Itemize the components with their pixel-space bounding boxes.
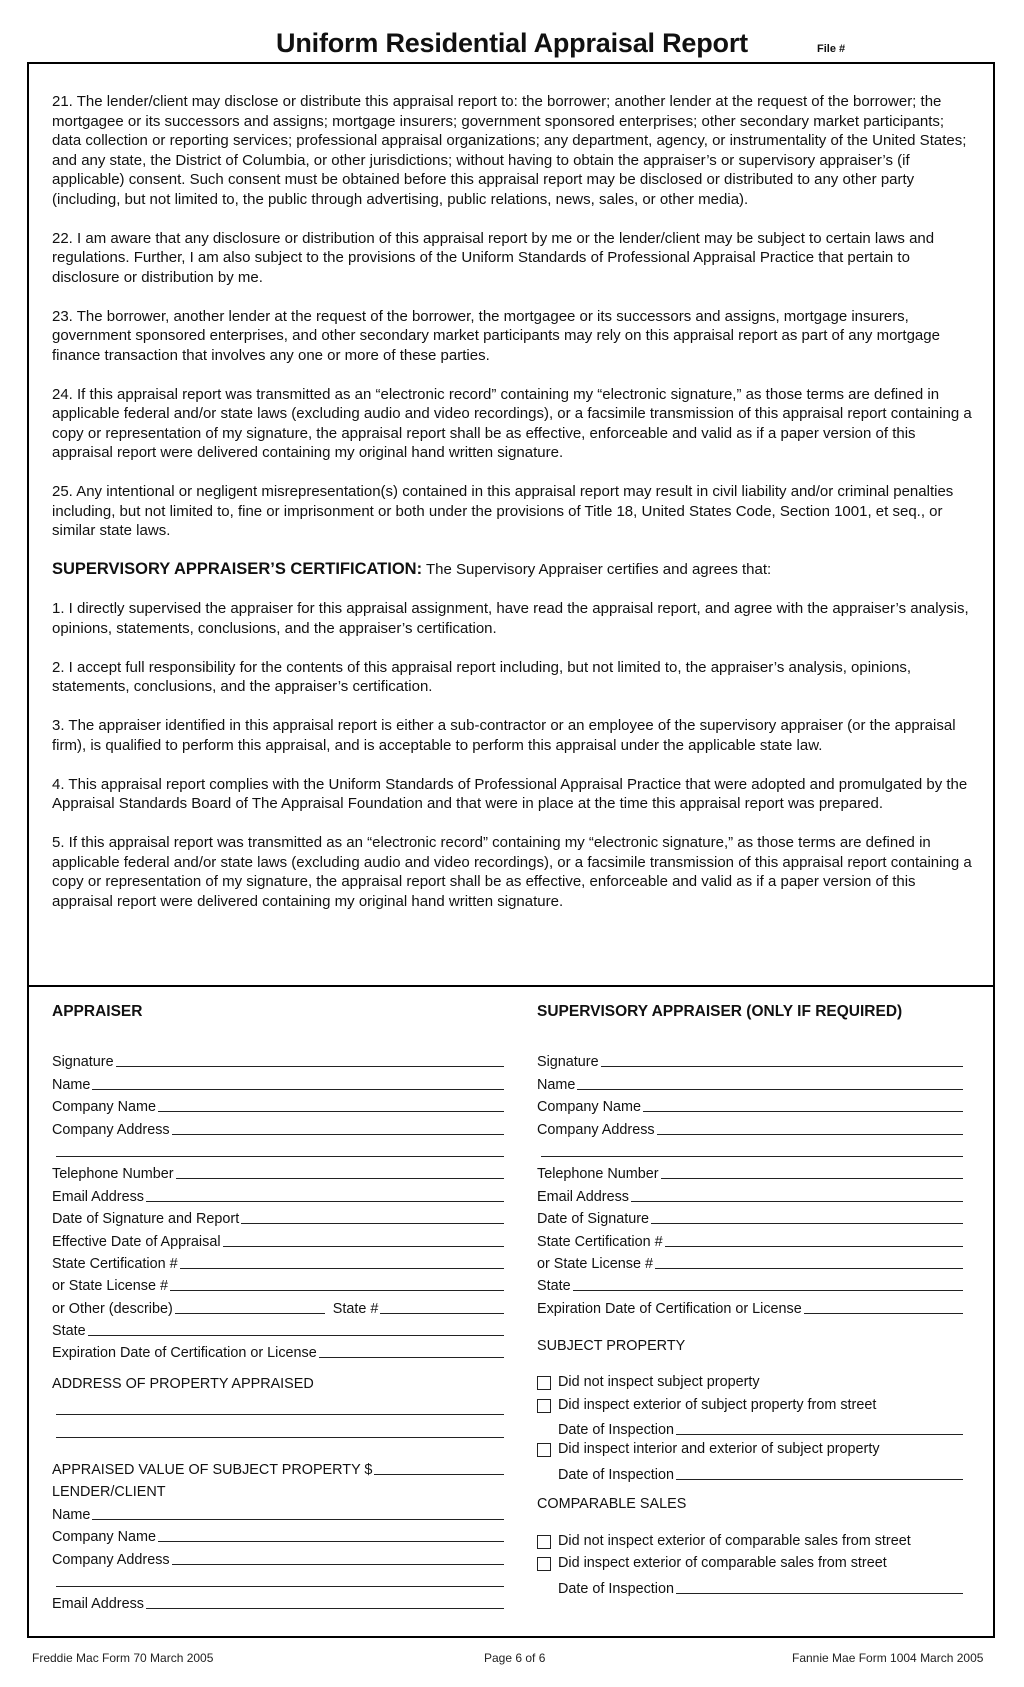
supervisor-address-field[interactable] bbox=[657, 1120, 963, 1135]
supervisor-address-row: Company Address bbox=[537, 1115, 963, 1137]
supervisor-signature-field[interactable] bbox=[601, 1052, 963, 1067]
supervisor-address-line2 bbox=[537, 1138, 963, 1160]
appraiser-state-field[interactable] bbox=[88, 1321, 504, 1336]
supervisory-cert-title: SUPERVISORY APPRAISER’S CERTIFICATION: bbox=[52, 560, 423, 578]
appraiser-email-row: Email Address bbox=[52, 1182, 504, 1204]
appraised-value-row: APPRAISED VALUE OF SUBJECT PROPERTY $ bbox=[52, 1456, 504, 1478]
appraiser-signature-field[interactable] bbox=[116, 1052, 504, 1067]
property-address-line1 bbox=[52, 1396, 504, 1418]
appraiser-name-row: Name bbox=[52, 1070, 504, 1092]
property-address-field-1[interactable] bbox=[56, 1400, 504, 1415]
lender-name-field[interactable] bbox=[92, 1505, 504, 1520]
lender-email-field[interactable] bbox=[146, 1594, 504, 1609]
appraiser-state-row: State bbox=[52, 1317, 504, 1339]
appraiser-expiration-row: Expiration Date of Certification or License bbox=[52, 1339, 504, 1361]
supervisor-heading: SUPERVISORY APPRAISER (ONLY IF REQUIRED) bbox=[537, 1003, 903, 1020]
appraiser-date-field[interactable] bbox=[241, 1209, 504, 1224]
appraised-value-field[interactable] bbox=[374, 1460, 504, 1475]
lender-email-row: Email Address bbox=[52, 1590, 504, 1612]
comparable-sales-heading: COMPARABLE SALES bbox=[537, 1496, 687, 1513]
appraiser-effective-date-field[interactable] bbox=[223, 1232, 504, 1247]
appraiser-state-number-field[interactable] bbox=[380, 1299, 504, 1314]
lender-address-line2 bbox=[52, 1568, 504, 1590]
appraiser-heading: APPRAISER bbox=[52, 1003, 143, 1020]
comparable-option-2: Did inspect exterior of comparable sales from street bbox=[537, 1552, 963, 1574]
paragraph-23: 23. The borrower, another lender at the request of the borrower, the mortgagee or its successors and assigns, mortgage insurers, government sponsored enterprises, and other secondary market participants may rely on this appraisal report as part of any mortgage finance transaction that involves any one or more of these parties. bbox=[52, 307, 940, 364]
supervisor-email-field[interactable] bbox=[631, 1187, 963, 1202]
subject-inspection-date-field-2[interactable] bbox=[676, 1465, 963, 1480]
appraiser-state-license-field[interactable] bbox=[170, 1276, 504, 1291]
supervisor-signature-row: Signature bbox=[537, 1048, 963, 1070]
supervisor-company-field[interactable] bbox=[643, 1097, 963, 1112]
supervisory-item-5: 5. If this appraisal report was transmitted as an “electronic record” containing my “electronic signature,” as those terms are defined in applicable federal and/or state laws (excluding audio and video recordings), or a facsimile transmission of this appraisal report containing a copy or representation of my signature, the appraisal report shall be as effective, enforceable and valid as if a paper version of this appraisal report were delivered containing my original hand written signature. bbox=[52, 834, 972, 910]
file-number-label: File # bbox=[817, 43, 846, 55]
supervisor-date-field[interactable] bbox=[651, 1209, 963, 1224]
supervisor-name-row: Name bbox=[537, 1070, 963, 1092]
checkbox-not-inspect-comparables[interactable] bbox=[537, 1535, 551, 1549]
lender-company-row: Company Name bbox=[52, 1523, 504, 1545]
lender-name-row: Name bbox=[52, 1500, 504, 1522]
footer-freddie-mac: Freddie Mac Form 70 March 2005 bbox=[32, 1651, 214, 1665]
paragraph-24: 24. If this appraisal report was transmitted as an “electronic record” containing my “electronic signature,” as those terms are defined in applicable federal and/or state laws (excluding audio and video recordings), or a facsimile transmission of this appraisal report containing a copy or representation of my signature, the appraisal report shall be as effective, enforceable and valid as if a paper version of this appraisal report were delivered containing my original hand written signature. bbox=[52, 385, 972, 461]
supervisory-item-2: 2. I accept full responsibility for the contents of this appraisal report including, but not limited to, the appraiser’s analysis, opinions, statements, conclusions, and the appraiser’s certification. bbox=[52, 658, 912, 695]
appraiser-other-row: or Other (describe) State # bbox=[52, 1294, 504, 1316]
comparable-inspection-date-row: Date of Inspection bbox=[537, 1574, 963, 1596]
supervisory-certification-heading bbox=[52, 560, 972, 580]
appraiser-address-line2 bbox=[52, 1138, 504, 1160]
paragraph-25: 25. Any intentional or negligent misrepresentation(s) contained in this appraisal report may result in civil liability and/or criminal penalties including, but not limited to, fine or imprisonment or both under the provisions of Title 18, United States Code, Section 1001, et seq., or similar state laws. bbox=[52, 483, 954, 539]
appraiser-other-field[interactable] bbox=[175, 1299, 325, 1314]
supervisor-state-license-row: or State License # bbox=[537, 1250, 963, 1272]
supervisor-name-field[interactable] bbox=[577, 1075, 963, 1090]
appraiser-email-field[interactable] bbox=[146, 1187, 504, 1202]
appraiser-company-row: Company Name bbox=[52, 1093, 504, 1115]
paragraph-21: 21. The lender/client may disclose or distribute this appraisal report to: the borrower; another lender at the request of the borrower; the mortgagee or its successors and assigns; mortgage insurers; government sponsored enterprises; other secondary market participants; data collection or reporting services; professional appraisal organizations; any department, agency, or instrumentality of the United States; and any state, the District of Columbia, or other jurisdictions; without having to obtain the appraiser’s or supervisory appraiser’s (if applicable) consent. Such consent must be obtained before this appraisal report may be disclosed or distributed to any other party (including, but not limited to, the public through advertising, public relations, news, sales, or other media). bbox=[52, 93, 967, 208]
supervisor-company-row: Company Name bbox=[537, 1093, 963, 1115]
property-address-line2 bbox=[52, 1418, 504, 1440]
appraiser-effective-date-row: Effective Date of Appraisal bbox=[52, 1227, 504, 1249]
supervisor-address-field-2[interactable] bbox=[541, 1142, 963, 1157]
appraiser-state-cert-row: State Certification # bbox=[52, 1250, 504, 1272]
supervisor-email-row: Email Address bbox=[537, 1182, 963, 1204]
supervisor-telephone-field[interactable] bbox=[661, 1164, 963, 1179]
appraiser-state-cert-field[interactable] bbox=[180, 1254, 504, 1269]
appraiser-date-row: Date of Signature and Report bbox=[52, 1205, 504, 1227]
supervisor-section bbox=[537, 1003, 963, 1597]
form-title: Uniform Residential Appraisal Report bbox=[276, 28, 748, 58]
subject-inspection-date-field-1[interactable] bbox=[676, 1420, 963, 1435]
lender-address-field-2[interactable] bbox=[56, 1572, 504, 1587]
checkbox-not-inspect-subject[interactable] bbox=[537, 1376, 551, 1390]
subject-inspection-date-row-1: Date of Inspection bbox=[537, 1416, 963, 1438]
supervisor-state-row: State bbox=[537, 1272, 963, 1294]
section-divider bbox=[27, 985, 995, 987]
appraiser-expiration-field[interactable] bbox=[319, 1343, 504, 1358]
appraiser-signature-row: Signature bbox=[52, 1048, 504, 1070]
subject-inspection-date-row-2: Date of Inspection bbox=[537, 1461, 963, 1483]
appraiser-company-field[interactable] bbox=[158, 1097, 504, 1112]
appraiser-state-license-row: or State License # bbox=[52, 1272, 504, 1294]
appraiser-address-field-2[interactable] bbox=[56, 1142, 504, 1157]
comparable-option-1: Did not inspect exterior of comparable sales from street bbox=[537, 1529, 963, 1551]
supervisory-cert-intro: The Supervisory Appraiser certifies and agrees that: bbox=[426, 561, 772, 578]
checkbox-exterior-subject[interactable] bbox=[537, 1399, 551, 1413]
supervisor-state-field[interactable] bbox=[573, 1276, 963, 1291]
supervisor-state-cert-row: State Certification # bbox=[537, 1227, 963, 1249]
lender-client-heading: LENDER/CLIENT bbox=[52, 1484, 166, 1501]
address-property-heading: ADDRESS OF PROPERTY APPRAISED bbox=[52, 1376, 314, 1393]
supervisor-expiration-field[interactable] bbox=[804, 1299, 963, 1314]
supervisor-telephone-row: Telephone Number bbox=[537, 1160, 963, 1182]
checkbox-interior-exterior-subject[interactable] bbox=[537, 1443, 551, 1457]
lender-address-row: Company Address bbox=[52, 1545, 504, 1567]
supervisor-date-row: Date of Signature bbox=[537, 1205, 963, 1227]
supervisor-state-cert-field[interactable] bbox=[665, 1232, 963, 1247]
subject-option-1: Did not inspect subject property bbox=[537, 1371, 963, 1393]
appraiser-telephone-field[interactable] bbox=[176, 1164, 504, 1179]
subject-option-2: Did inspect exterior of subject property from street bbox=[537, 1393, 963, 1415]
supervisor-expiration-row: Expiration Date of Certification or License bbox=[537, 1294, 963, 1316]
paragraph-22: 22. I am aware that any disclosure or distribution of this appraisal report by me or the lender/client may be subject to certain laws and regulations. Further, I am also subject to the provisions of the Uniform Standards of Professional Appraisal Practice that pertain to disclosure or distribution by me. bbox=[52, 229, 935, 286]
appraiser-name-field[interactable] bbox=[92, 1075, 504, 1090]
footer-fannie-mae: Fannie Mae Form 1004 March 2005 bbox=[792, 1651, 984, 1665]
lender-address-field[interactable] bbox=[172, 1550, 504, 1565]
footer-page-number: Page 6 of 6 bbox=[484, 1651, 546, 1665]
certification-text bbox=[52, 92, 972, 931]
appraiser-address-field[interactable] bbox=[172, 1120, 504, 1135]
subject-option-3: Did inspect interior and exterior of subject property bbox=[537, 1438, 963, 1460]
supervisory-item-4: 4. This appraisal report complies with the Uniform Standards of Professional Appraisal Practice that were adopted and promulgated by the Appraisal Standards Board of The Appraisal Foundation and that were in place at the time this appraisal report was prepared. bbox=[52, 775, 968, 812]
supervisory-item-3: 3. The appraiser identified in this appraisal report is either a sub-contractor or an employee of the supervisory appraiser (or the appraisal firm), is qualified to perform this appraisal, and is acceptable to perform this appraisal under the applicable state law. bbox=[52, 717, 956, 754]
property-address-field-2[interactable] bbox=[56, 1423, 504, 1438]
supervisory-item-1: 1. I directly supervised the appraiser for this appraisal assignment, have read the appraisal report, and agree with the appraiser’s analysis, opinions, statements, conclusions, and the appraiser’s certification. bbox=[52, 600, 969, 637]
supervisor-state-license-field[interactable] bbox=[655, 1254, 963, 1269]
lender-company-field[interactable] bbox=[158, 1527, 504, 1542]
subject-property-heading: SUBJECT PROPERTY bbox=[537, 1337, 686, 1354]
appraiser-address-row: Company Address bbox=[52, 1115, 504, 1137]
appraiser-section bbox=[52, 1003, 504, 1612]
appraiser-telephone-row: Telephone Number bbox=[52, 1160, 504, 1182]
checkbox-exterior-comparables[interactable] bbox=[537, 1557, 551, 1571]
comparable-inspection-date-field[interactable] bbox=[676, 1579, 963, 1594]
